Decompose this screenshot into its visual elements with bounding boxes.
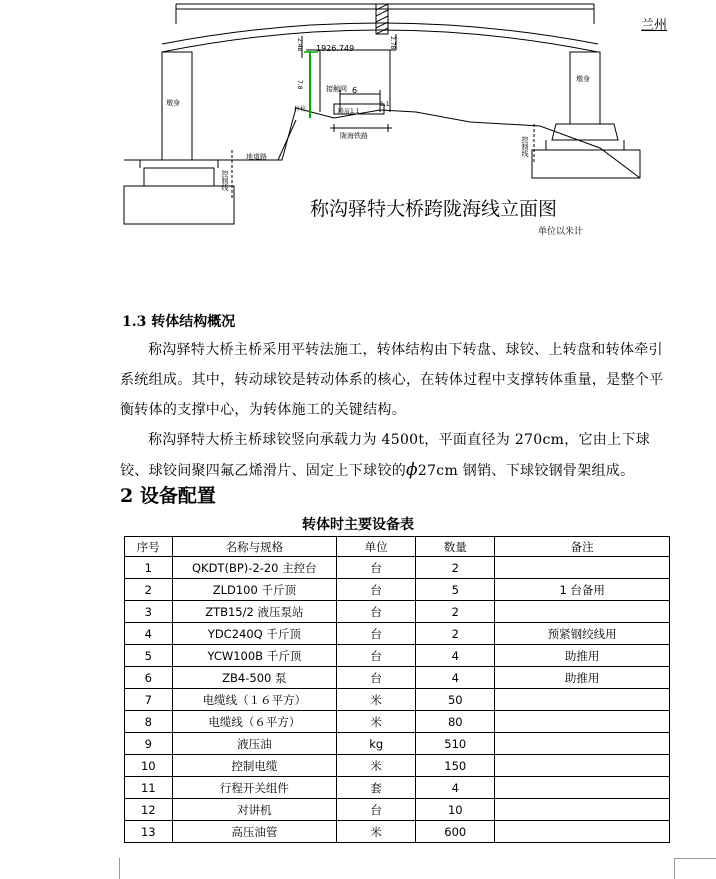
table-row (125, 579, 670, 601)
cell-name-spec: 高压油管 (172, 821, 337, 843)
crop-mark-horizontal (674, 858, 716, 859)
cell-unit: kg (337, 733, 416, 755)
cell-name-spec: 电缆线（６平方） (172, 711, 337, 733)
left-control-line-label: 控制线 (221, 170, 229, 191)
cell-index: 10 (125, 755, 173, 777)
cell-remarks: 1 台备用 (495, 579, 670, 601)
small-dimension-label: 1.1 (380, 101, 390, 108)
cell-index: 13 (125, 821, 173, 843)
header-index: 序号 (125, 537, 173, 557)
table-body (125, 557, 670, 843)
cell-unit: 台 (337, 557, 416, 579)
cell-remarks (495, 799, 670, 821)
cell-remarks (495, 733, 670, 755)
cell-quantity: 2 (416, 557, 495, 579)
cell-quantity: 150 (416, 755, 495, 777)
pole-label: 杆柱 (294, 106, 307, 113)
left-dimension-1-label: 2.48 (296, 38, 303, 52)
cell-index: 7 (125, 689, 173, 711)
cell-name-spec: ZTB15/2 液压泵站 (172, 601, 337, 623)
right-control-line-label: 控制线 (521, 136, 529, 157)
rail-label: 陇海铁路 (340, 132, 368, 140)
header-unit: 单位 (337, 537, 416, 557)
cell-quantity: 4 (416, 777, 495, 799)
shoulder-label: 路肩1.1 (338, 108, 360, 115)
table-row (125, 821, 670, 843)
left-pier-label: 墩身 (166, 99, 180, 107)
cell-quantity: 80 (416, 711, 495, 733)
table-title: 转体时主要设备表 (302, 517, 414, 533)
cell-quantity: 4 (416, 667, 495, 689)
table-row (125, 755, 670, 777)
cell-quantity: 2 (416, 601, 495, 623)
cell-remarks (495, 689, 670, 711)
contact-net-label: 接触网 (326, 85, 347, 93)
cell-unit: 米 (337, 689, 416, 711)
table-row (125, 799, 670, 821)
cell-quantity: 600 (416, 821, 495, 843)
cell-quantity: 50 (416, 689, 495, 711)
chapter-heading: 2 设备配置 (120, 485, 216, 507)
table-row (125, 733, 670, 755)
paragraph-ball-joint-text-a: 称沟驿特大桥主桥球铰竖向承载力为 4500t，平面直径为 270cm，它由上下球铰、球铰间聚四氟乙烯滑片、固定上下球铰的 (120, 432, 650, 479)
table-header-row (125, 537, 670, 557)
cell-index: 2 (125, 579, 173, 601)
cell-unit: 米 (337, 755, 416, 777)
cell-remarks (495, 557, 670, 579)
table-row (125, 557, 670, 579)
cell-name-spec: ZB4-500 泵 (172, 667, 337, 689)
cell-name-spec: 对讲机 (172, 799, 337, 821)
cell-remarks: 助推用 (495, 667, 670, 689)
left-dimension-2-label: 7.8 (296, 80, 303, 90)
table-row (125, 623, 670, 645)
paragraph-ball-joint (120, 425, 676, 486)
cell-index: 3 (125, 601, 173, 623)
road-label: 地道路 (246, 153, 267, 161)
cell-name-spec: ZLD100 千斤顶 (172, 579, 337, 601)
cell-index: 8 (125, 711, 173, 733)
cell-name-spec: YDC240Q 千斤顶 (172, 623, 337, 645)
cell-name-spec: QKDT(BP)-2-20 主控台 (172, 557, 337, 579)
header-quantity: 数量 (416, 537, 495, 557)
cell-index: 1 (125, 557, 173, 579)
cell-remarks: 助推用 (495, 645, 670, 667)
cell-name-spec: 行程开关组件 (172, 777, 337, 799)
cell-name-spec: 电缆线（１６平方） (172, 689, 337, 711)
cell-name-spec: 控制电缆 (172, 755, 337, 777)
cell-quantity: 4 (416, 645, 495, 667)
cell-remarks (495, 777, 670, 799)
cell-unit: 台 (337, 667, 416, 689)
cell-quantity: 10 (416, 799, 495, 821)
right-dimension-1-label: 2.78 (389, 36, 396, 50)
cell-unit: 台 (337, 623, 416, 645)
cell-index: 5 (125, 645, 173, 667)
cell-remarks (495, 755, 670, 777)
crop-mark-vertical (674, 858, 675, 879)
equipment-table (124, 536, 670, 843)
table-row (125, 645, 670, 667)
figure-caption: 称沟驿特大桥跨陇海线立面图 (310, 198, 558, 220)
clearance-width-label: 6 (352, 86, 358, 95)
header-name-spec: 名称与规格 (172, 537, 337, 557)
cell-unit: 米 (337, 711, 416, 733)
cell-unit: 套 (337, 777, 416, 799)
cell-unit: 台 (337, 799, 416, 821)
cell-unit: 台 (337, 601, 416, 623)
table-row (125, 711, 670, 733)
section-heading: 1.3 转体结构概况 (122, 314, 236, 330)
cell-quantity: 2 (416, 623, 495, 645)
cell-unit: 台 (337, 645, 416, 667)
cell-remarks (495, 821, 670, 843)
paragraph-structure-overview: 称沟驿特大桥主桥采用平转法施工，转体结构由下转盘、球铰、上转盘和转体牵引系统组成。其中，转动球铰是转动体系的核心，在转体过程中支撑转体重量，是整个平衡转体的支撑中心，为转体施工的关键结构。 (120, 342, 664, 418)
phi-symbol: ϕ (406, 460, 418, 480)
paragraph-ball-joint-text-b: 27cm 钢销、下球铰钢骨架组成。 (417, 463, 635, 479)
unit-note: 单位以米计 (538, 227, 584, 237)
table-row (125, 777, 670, 799)
corner-location-label: 兰州 (641, 18, 668, 33)
cell-name-spec: 液压油 (172, 733, 337, 755)
right-pier-label: 墩身 (576, 75, 590, 83)
elevation-value-label: 1926.749 (316, 44, 355, 53)
cell-index: 11 (125, 777, 173, 799)
cell-remarks (495, 601, 670, 623)
cell-unit: 台 (337, 579, 416, 601)
cell-name-spec: YCW100B 千斤顶 (172, 645, 337, 667)
cell-unit: 米 (337, 821, 416, 843)
cell-remarks: 预紧钢绞线用 (495, 623, 670, 645)
table-row (125, 601, 670, 623)
cell-quantity: 5 (416, 579, 495, 601)
cell-index: 4 (125, 623, 173, 645)
cell-index: 9 (125, 733, 173, 755)
table-row (125, 689, 670, 711)
header-remarks: 备注 (495, 537, 670, 557)
cell-quantity: 510 (416, 733, 495, 755)
table-row (125, 667, 670, 689)
crop-mark-left-vertical (119, 858, 120, 879)
cell-remarks (495, 711, 670, 733)
cell-index: 6 (125, 667, 173, 689)
cell-index: 12 (125, 799, 173, 821)
